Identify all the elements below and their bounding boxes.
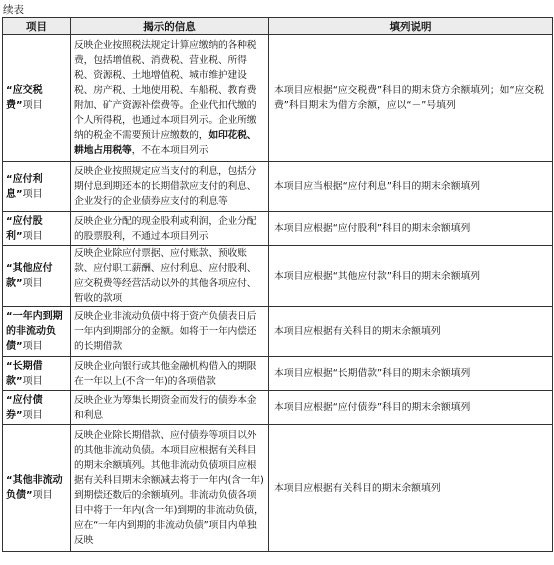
fill-cell: 本项目应根据“应付股利”科目的期末余额填列 bbox=[269, 212, 553, 246]
item-cell: “应交税费”项目 bbox=[3, 35, 71, 162]
item-cell: “一年内到期的非流动负债”项目 bbox=[3, 307, 71, 357]
fill-cell: 本项目应根据“长期借款”科目的期末余额填列 bbox=[269, 357, 553, 391]
table-row bbox=[3, 246, 553, 307]
fill-cell: 本项目应当根据“应付利息”科目的期末余额填列 bbox=[269, 162, 553, 212]
item-cell: “长期借款”项目 bbox=[3, 357, 71, 391]
fill-cell: 本项目应根据“其他应付款”科目的期末余额填列 bbox=[269, 246, 553, 307]
info-cell: 反映企业分配的现金股利或利润，企业分配的股票股利，不通过本项目列示 bbox=[71, 212, 269, 246]
fill-cell: 本项目应根据“应交税费”科目的期末贷方余额填列；如“应交税费”科目期末为借方余额，应以“－”号填列 bbox=[269, 35, 553, 162]
info-cell: 反映企业非流动负债中将于资产负债表日后一年内到期部分的金额。如将于一年内偿还的长期借款 bbox=[71, 307, 269, 357]
item-cell: “其他非流动负债”项目 bbox=[3, 425, 71, 552]
table-row bbox=[3, 162, 553, 212]
fill-cell: 本项目应根据有关科目的期末余额填列 bbox=[269, 307, 553, 357]
table-row bbox=[3, 307, 553, 357]
table-row bbox=[3, 425, 553, 552]
item-cell: “应付债券”项目 bbox=[3, 391, 71, 425]
table-header-row bbox=[3, 18, 553, 35]
table-row bbox=[3, 35, 553, 162]
info-cell: 反映企业除应付票据、应付账款、预收账款、应付职工薪酬、应付利息、应付股利、应交税费等经营活动以外的其他各项应付、暂收的款项 bbox=[71, 246, 269, 307]
info-cell: 反映企业按照税法规定计算应缴纳的各种税费，包括增值税、消费税、营业税、所得税、资源税、土地增值税、城市维护建设税、房产税、土地使用税、车船税、教育费附加、矿产资源补偿费等。企业代扣代缴的个人所得税，也通过本项目列示。企业所缴纳的税金不需要预计应缴数的，如印花税、耕地占用税等，不在本项目列示 bbox=[71, 35, 269, 162]
continued-label: 续表 bbox=[3, 4, 24, 16]
info-cell: 反映企业为筹集长期资金而发行的债券本金和利息 bbox=[71, 391, 269, 425]
table-row bbox=[3, 391, 553, 425]
fill-cell: 本项目应根据有关科目的期末余额填列 bbox=[269, 425, 553, 552]
item-cell: “其他应付款”项目 bbox=[3, 246, 71, 307]
info-cell: 反映企业按照规定应当支付的利息，包括分期付息到期还本的长期借款应支付的利息、企业发行的企业债券应支付的利息等 bbox=[71, 162, 269, 212]
item-cell: “应付股利”项目 bbox=[3, 212, 71, 246]
item-cell: “应付利息”项目 bbox=[3, 162, 71, 212]
info-cell: 反映企业向银行或其他金融机构借入的期限在一年以上(不含一年)的各项借款 bbox=[71, 357, 269, 391]
table-row bbox=[3, 212, 553, 246]
fill-cell: 本项目应根据“应付债券”科目的期末余额填列 bbox=[269, 391, 553, 425]
header-item: 项目 bbox=[3, 18, 71, 35]
header-info: 揭示的信息 bbox=[71, 18, 269, 35]
liabilities-table bbox=[2, 17, 553, 552]
info-cell: 反映企业除长期借款、应付债券等项目以外的其他非流动负债。本项目应根据有关科目的期末余额填列。其他非流动负债项目应根据有关科目期末余额减去将于一年内(含一年)到期偿还数后的余额填列。非流动负债各项目中将于一年内(含一年)到期的非流动负债，应在“一年内到期的非流动负债”项目内单独反映 bbox=[71, 425, 269, 552]
header-fill: 填列说明 bbox=[269, 18, 553, 35]
table-row bbox=[3, 357, 553, 391]
